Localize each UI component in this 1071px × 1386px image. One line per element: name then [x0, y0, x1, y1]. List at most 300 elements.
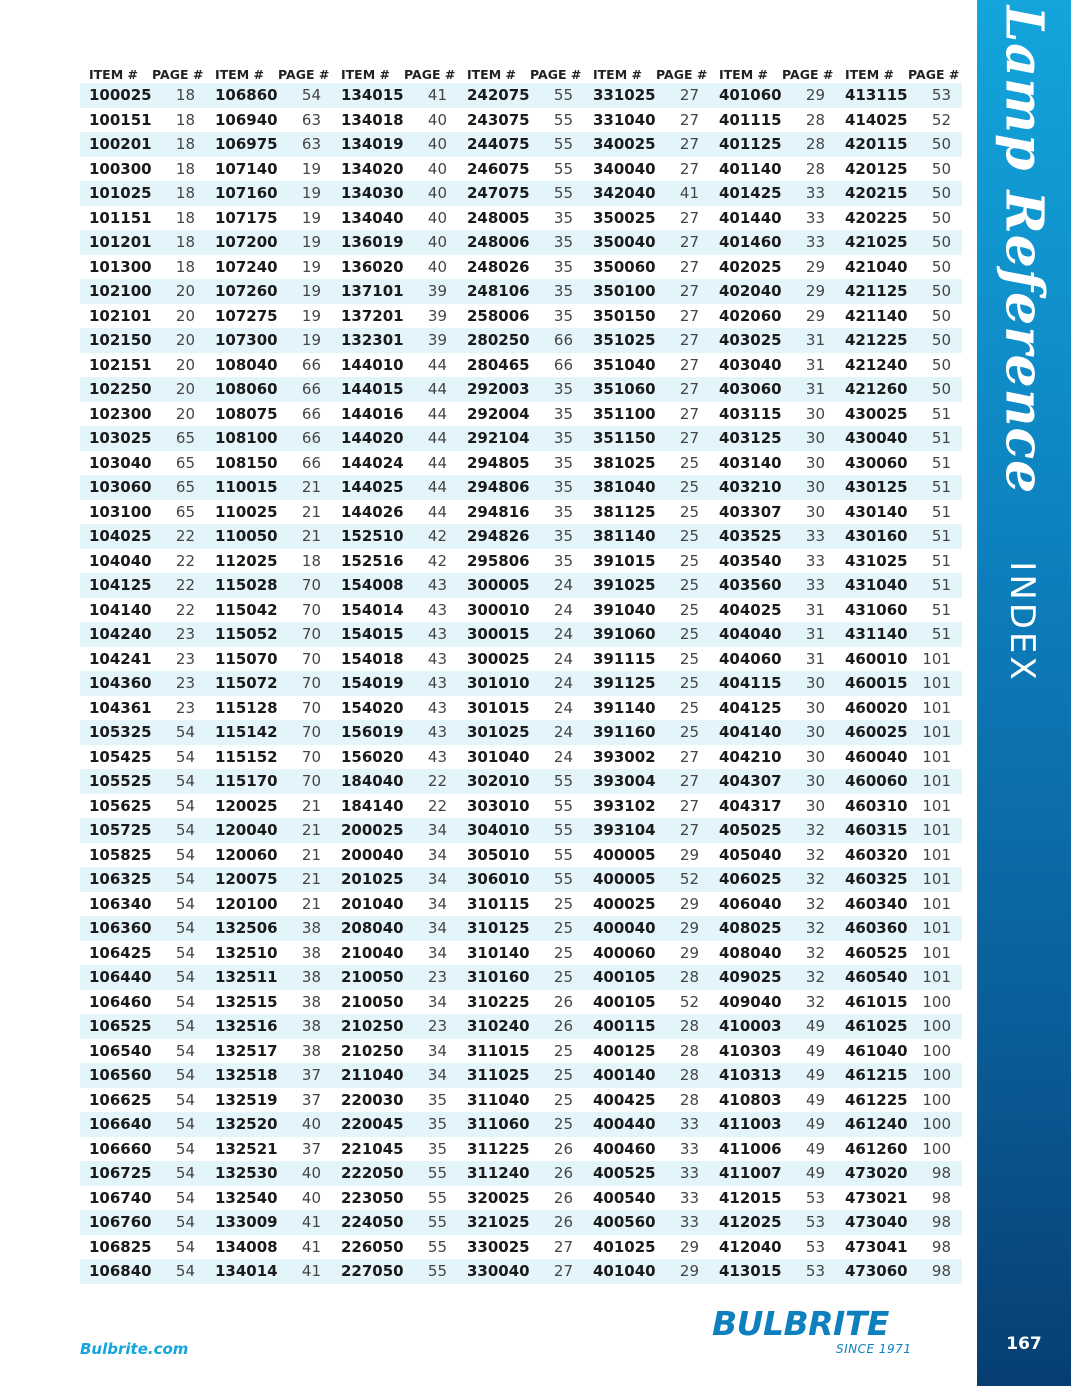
item-number-cell: 460310 [845, 796, 908, 815]
page-number-cell: 27 [656, 426, 710, 451]
item-number-cell: 107300 [206, 328, 278, 353]
page-number-cell: 50 [931, 159, 951, 178]
page-number-cell: 27 [679, 747, 699, 766]
item-number-cell: 400125 [593, 1041, 656, 1060]
page-number-cell: 54 [175, 1139, 195, 1158]
page-number-cell: 33 [782, 573, 836, 598]
page-number-cell: 52 [931, 110, 951, 129]
page-number-cell: 51 [931, 502, 951, 521]
item-number-cell: 294805 [467, 453, 530, 472]
page-number-cell: 29 [782, 279, 836, 304]
page-number-cell: 101 [922, 943, 951, 962]
item-number-cell: 100201 [80, 132, 152, 157]
page-number-cell: 34 [427, 845, 447, 864]
item-number-cell: 431060 [845, 600, 908, 619]
item-number-cell: 137101 [332, 279, 404, 304]
page-number-cell: 65 [152, 475, 206, 500]
item-number-cell: 112025 [215, 551, 278, 570]
item-number-cell: 431140 [836, 622, 908, 647]
page-number-cell: 101 [922, 747, 951, 766]
page-number-cell: 30 [805, 404, 825, 423]
page-number-cell: 32 [805, 894, 825, 913]
item-number-cell: 310125 [458, 916, 530, 941]
item-number-cell: 300015 [458, 622, 530, 647]
page-number-cell: 101 [908, 720, 962, 745]
item-number-cell: 106625 [89, 1090, 152, 1109]
page-number-cell: 22 [175, 600, 195, 619]
item-number-cell: 413115 [836, 83, 908, 108]
item-number-cell: 106525 [80, 1014, 152, 1039]
item-number-cell: 132521 [215, 1139, 278, 1158]
item-number-cell: 106340 [89, 894, 152, 913]
item-number-cell: 404040 [710, 622, 782, 647]
item-number-cell: 460315 [836, 818, 908, 843]
item-number-cell: 404025 [719, 600, 782, 619]
page-number-cell: 40 [278, 1112, 332, 1137]
page-number-cell: 30 [782, 671, 836, 696]
item-number-cell: 280465 [467, 355, 530, 374]
item-number-cell: 403040 [719, 355, 782, 374]
item-number-cell: 115128 [215, 698, 278, 717]
table-row [80, 1039, 962, 1064]
column-header-item: ITEM # [593, 67, 642, 82]
item-number-cell: 473060 [836, 1259, 908, 1284]
page-number-cell: 18 [175, 110, 195, 129]
page-number-cell: 35 [530, 475, 584, 500]
page-number-cell: 32 [782, 818, 836, 843]
item-number-cell: 413015 [710, 1259, 782, 1284]
item-number-cell: 310140 [467, 943, 530, 962]
item-number-cell: 311040 [467, 1090, 530, 1109]
page-number-cell: 65 [175, 453, 195, 472]
item-number-cell: 292104 [458, 426, 530, 451]
page-number-cell: 40 [404, 230, 458, 255]
page-number-cell: 21 [301, 845, 321, 864]
page-number-cell: 53 [782, 1259, 836, 1284]
page-number-cell: 40 [427, 159, 447, 178]
item-number-cell: 409040 [719, 992, 782, 1011]
page-number-cell: 26 [530, 1161, 584, 1186]
table-row [80, 1235, 962, 1260]
item-number-cell: 106725 [80, 1161, 152, 1186]
page-number-cell: 25 [656, 475, 710, 500]
page-number-cell: 40 [278, 1161, 332, 1186]
page-number-cell: 29 [805, 306, 825, 325]
page-number-cell: 70 [278, 622, 332, 647]
item-number-cell: 105325 [80, 720, 152, 745]
page-number-cell: 100 [922, 1139, 951, 1158]
item-number-cell: 400005 [593, 845, 656, 864]
page-number-cell: 21 [278, 818, 332, 843]
item-number-cell: 301015 [467, 698, 530, 717]
item-number-cell: 460025 [836, 720, 908, 745]
page-number-cell: 33 [805, 551, 825, 570]
page-number-cell: 54 [152, 1112, 206, 1137]
table-row [80, 181, 962, 206]
item-number-cell: 393004 [584, 769, 656, 794]
item-number-cell: 134008 [215, 1237, 278, 1256]
page-number-cell: 51 [931, 453, 951, 472]
item-number-cell: 247075 [458, 181, 530, 206]
item-number-cell: 144015 [332, 377, 404, 402]
page-number-cell: 33 [679, 1139, 699, 1158]
table-row [80, 524, 962, 549]
column-header-item: ITEM # [719, 67, 768, 82]
page-number-cell: 66 [301, 355, 321, 374]
page-number-cell: 40 [404, 181, 458, 206]
item-number-cell: 210040 [341, 943, 404, 962]
page-number-cell: 22 [152, 573, 206, 598]
website-link[interactable]: Bulbrite.com [80, 1340, 189, 1358]
item-number-cell: 107260 [206, 279, 278, 304]
page-number-cell: 54 [152, 818, 206, 843]
page-number-cell: 50 [931, 306, 951, 325]
page-number-cell: 66 [301, 404, 321, 423]
item-number-cell: 104361 [89, 698, 152, 717]
page-number-cell: 33 [656, 1161, 710, 1186]
page-number-cell: 66 [553, 355, 573, 374]
table-row [80, 965, 962, 990]
item-number-cell: 294826 [458, 524, 530, 549]
page-number-cell: 54 [175, 894, 195, 913]
item-number-cell: 100300 [89, 159, 152, 178]
page-number-cell: 54 [152, 769, 206, 794]
page-number-cell: 70 [301, 698, 321, 717]
item-number-cell: 461260 [845, 1139, 908, 1158]
page-number-cell: 43 [404, 573, 458, 598]
page-number-cell: 24 [530, 573, 584, 598]
item-number-cell: 420125 [845, 159, 908, 178]
item-number-cell: 106425 [89, 943, 152, 962]
item-number-cell: 301025 [458, 720, 530, 745]
item-number-cell: 132530 [206, 1161, 278, 1186]
item-number-cell: 412015 [719, 1188, 782, 1207]
item-number-cell: 132516 [206, 1014, 278, 1039]
page-number-cell: 25 [656, 671, 710, 696]
item-number-cell: 184140 [341, 796, 404, 815]
page-number-cell: 53 [782, 1210, 836, 1235]
page-number-cell: 19 [278, 230, 332, 255]
item-number-cell: 403140 [719, 453, 782, 472]
item-number-cell: 305010 [467, 845, 530, 864]
page-number-cell: 51 [908, 622, 962, 647]
item-number-cell: 294806 [458, 475, 530, 500]
page-number-cell: 30 [782, 426, 836, 451]
item-number-cell: 224050 [332, 1210, 404, 1235]
page-number-cell: 101 [908, 916, 962, 941]
item-number-cell: 280250 [458, 328, 530, 353]
page-number-cell: 27 [530, 1259, 584, 1284]
table-row [80, 671, 962, 696]
section-script-title: Lamp Reference [993, 5, 1055, 495]
item-number-cell: 401440 [719, 208, 782, 227]
page-number-cell: 18 [175, 159, 195, 178]
table-row [80, 1088, 962, 1113]
table-row [80, 83, 962, 108]
item-number-cell: 211040 [332, 1063, 404, 1088]
item-number-cell: 321025 [458, 1210, 530, 1235]
item-number-cell: 107160 [206, 181, 278, 206]
page-number-cell: 35 [553, 404, 573, 423]
page-number-cell: 49 [805, 1090, 825, 1109]
page-number-cell: 30 [805, 453, 825, 472]
page-number-cell: 27 [679, 796, 699, 815]
page-number-cell: 29 [656, 1259, 710, 1284]
page-number-cell: 18 [175, 257, 195, 276]
item-number-cell: 102100 [80, 279, 152, 304]
table-row [80, 843, 962, 868]
page-number-cell: 20 [175, 355, 195, 374]
page-number-cell: 51 [908, 573, 962, 598]
page-number-cell: 44 [427, 502, 447, 521]
item-number-cell: 154008 [332, 573, 404, 598]
item-number-cell: 132517 [215, 1041, 278, 1060]
page-number-cell: 53 [805, 1237, 825, 1256]
item-number-cell: 102150 [80, 328, 152, 353]
page-number-cell: 27 [679, 306, 699, 325]
page-number-cell: 23 [152, 671, 206, 696]
item-number-cell: 120040 [206, 818, 278, 843]
page-number-cell: 21 [278, 475, 332, 500]
item-number-cell: 246075 [467, 159, 530, 178]
item-number-cell: 400105 [584, 965, 656, 990]
page-number-cell: 34 [404, 867, 458, 892]
page-number-cell: 25 [553, 1041, 573, 1060]
item-number-cell: 410303 [719, 1041, 782, 1060]
page-number-cell: 43 [427, 600, 447, 619]
item-number-cell: 105525 [80, 769, 152, 794]
page-number-cell: 18 [152, 230, 206, 255]
page-number-cell: 27 [656, 83, 710, 108]
page-number-cell: 50 [931, 355, 951, 374]
item-number-cell: 106975 [206, 132, 278, 157]
page-number-cell: 54 [175, 1237, 195, 1256]
table-row [80, 377, 962, 402]
table-row [80, 990, 962, 1015]
page-number-cell: 100 [908, 1014, 962, 1039]
item-number-cell: 306010 [458, 867, 530, 892]
item-number-cell: 110050 [206, 524, 278, 549]
item-number-cell: 401115 [719, 110, 782, 129]
table-row [80, 328, 962, 353]
page-number-cell: 37 [301, 1090, 321, 1109]
item-number-cell: 115152 [215, 747, 278, 766]
item-number-cell: 134014 [206, 1259, 278, 1284]
item-number-cell: 104040 [89, 551, 152, 570]
page-number-cell: 18 [301, 551, 321, 570]
item-number-cell: 311225 [467, 1139, 530, 1158]
item-number-cell: 100025 [80, 83, 152, 108]
page-number-cell: 28 [679, 1041, 699, 1060]
page-number-cell: 35 [553, 208, 573, 227]
page-number-cell: 100 [908, 1063, 962, 1088]
page-number-cell: 49 [782, 1161, 836, 1186]
page-number-cell: 42 [427, 551, 447, 570]
item-number-cell: 421025 [836, 230, 908, 255]
page-number-cell: 27 [679, 208, 699, 227]
table-row [80, 794, 962, 819]
page-number-cell: 54 [152, 867, 206, 892]
item-number-cell: 144026 [341, 502, 404, 521]
page-number-cell: 101 [908, 818, 962, 843]
page-number-cell: 29 [782, 83, 836, 108]
page-number-cell: 29 [805, 257, 825, 276]
table-row [80, 500, 962, 525]
page-number-cell: 24 [553, 649, 573, 668]
page-number-cell: 27 [656, 769, 710, 794]
item-number-cell: 226050 [341, 1237, 404, 1256]
table-row [80, 451, 962, 476]
page-number-cell: 25 [656, 622, 710, 647]
item-number-cell: 106460 [89, 992, 152, 1011]
table-row [80, 1014, 962, 1039]
page-number-cell: 50 [908, 181, 962, 206]
item-number-cell: 404317 [719, 796, 782, 815]
page-number-cell: 20 [152, 377, 206, 402]
page-number-cell: 55 [427, 1237, 447, 1256]
page-number-cell: 19 [301, 159, 321, 178]
item-number-cell: 104025 [80, 524, 152, 549]
page-number-cell: 28 [656, 965, 710, 990]
page-number-cell: 25 [530, 916, 584, 941]
item-number-cell: 411006 [719, 1139, 782, 1158]
page-number-cell: 32 [782, 867, 836, 892]
item-number-cell: 223050 [341, 1188, 404, 1207]
item-number-cell: 401460 [710, 230, 782, 255]
page-number-cell: 20 [175, 306, 195, 325]
table-row [80, 1137, 962, 1162]
item-number-cell: 210250 [341, 1041, 404, 1060]
page-number-cell: 35 [553, 306, 573, 325]
column-header-page: PAGE # [278, 67, 330, 82]
page-number-cell: 28 [805, 159, 825, 178]
page-number-cell: 55 [553, 845, 573, 864]
item-number-cell: 258006 [467, 306, 530, 325]
page-number-cell: 38 [301, 992, 321, 1011]
item-number-cell: 400115 [584, 1014, 656, 1039]
page-number-cell: 31 [805, 355, 825, 374]
item-number-cell: 132506 [206, 916, 278, 941]
page-number-cell: 25 [656, 573, 710, 598]
item-number-cell: 403025 [710, 328, 782, 353]
item-number-cell: 132540 [215, 1188, 278, 1207]
page-number-cell: 50 [931, 208, 951, 227]
item-number-cell: 222050 [332, 1161, 404, 1186]
item-number-cell: 403060 [710, 377, 782, 402]
item-number-cell: 106540 [89, 1041, 152, 1060]
item-number-cell: 154014 [341, 600, 404, 619]
page-number-cell: 18 [152, 181, 206, 206]
page-number-cell: 38 [278, 1014, 332, 1039]
item-number-cell: 311015 [467, 1041, 530, 1060]
item-number-cell: 473040 [836, 1210, 908, 1235]
item-number-cell: 110015 [206, 475, 278, 500]
item-number-cell: 400025 [593, 894, 656, 913]
page-number-cell: 25 [679, 502, 699, 521]
item-number-cell: 137201 [341, 306, 404, 325]
item-number-cell: 400440 [584, 1112, 656, 1137]
page-number-cell: 54 [175, 1090, 195, 1109]
page-number-cell: 23 [404, 1014, 458, 1039]
item-number-cell: 311060 [458, 1112, 530, 1137]
item-number-cell: 460015 [836, 671, 908, 696]
item-number-cell: 404060 [719, 649, 782, 668]
item-number-cell: 410313 [710, 1063, 782, 1088]
page-number-cell: 25 [679, 551, 699, 570]
page-number-cell: 27 [656, 328, 710, 353]
item-number-cell: 106360 [80, 916, 152, 941]
item-number-cell: 101300 [89, 257, 152, 276]
table-row [80, 132, 962, 157]
item-number-cell: 460060 [836, 769, 908, 794]
item-number-cell: 408025 [710, 916, 782, 941]
page-number-cell: 27 [656, 230, 710, 255]
page-number-cell: 28 [679, 1090, 699, 1109]
table-row [80, 696, 962, 721]
item-number-cell: 302010 [458, 769, 530, 794]
page-number-cell: 55 [530, 181, 584, 206]
page-number-cell: 22 [175, 551, 195, 570]
item-number-cell: 132510 [215, 943, 278, 962]
page-number-cell: 26 [553, 992, 573, 1011]
table-row [80, 230, 962, 255]
item-number-cell: 401425 [710, 181, 782, 206]
page-number-cell: 54 [175, 845, 195, 864]
table-row [80, 1210, 962, 1235]
item-number-cell: 330040 [458, 1259, 530, 1284]
item-number-cell: 101201 [80, 230, 152, 255]
page-number-cell: 37 [301, 1139, 321, 1158]
column-header-item: ITEM # [215, 67, 264, 82]
page-number-cell: 43 [427, 747, 447, 766]
page-number-cell: 101 [922, 845, 951, 864]
item-number-cell: 104140 [89, 600, 152, 619]
item-number-cell: 106660 [89, 1139, 152, 1158]
page-number-cell: 100 [922, 1041, 951, 1060]
page-number-cell: 53 [908, 83, 962, 108]
page-number-cell: 54 [152, 1014, 206, 1039]
item-number-cell: 108040 [215, 355, 278, 374]
page-number-cell: 66 [530, 328, 584, 353]
page-number-cell: 98 [931, 1188, 951, 1207]
item-number-cell: 102300 [89, 404, 152, 423]
page-number-cell: 44 [404, 475, 458, 500]
item-number-cell: 154015 [332, 622, 404, 647]
item-number-cell: 414025 [845, 110, 908, 129]
item-number-cell: 403540 [719, 551, 782, 570]
page-number-cell: 55 [404, 1259, 458, 1284]
item-number-cell: 391115 [593, 649, 656, 668]
page-number-cell: 35 [553, 551, 573, 570]
item-number-cell: 134015 [332, 83, 404, 108]
item-number-cell: 331040 [593, 110, 656, 129]
table-row [80, 1063, 962, 1088]
item-number-cell: 430125 [836, 475, 908, 500]
item-number-cell: 381040 [584, 475, 656, 500]
item-number-cell: 310115 [467, 894, 530, 913]
item-number-cell: 393102 [593, 796, 656, 815]
page-number-cell: 33 [679, 1188, 699, 1207]
table-row [80, 647, 962, 672]
page-number-cell: 31 [782, 622, 836, 647]
page-number-cell: 27 [656, 279, 710, 304]
item-number-cell: 221045 [341, 1139, 404, 1158]
item-number-cell: 220045 [332, 1112, 404, 1137]
page-number-cell: 70 [301, 600, 321, 619]
item-number-cell: 460320 [845, 845, 908, 864]
item-number-cell: 461240 [836, 1112, 908, 1137]
item-number-cell: 132301 [332, 328, 404, 353]
